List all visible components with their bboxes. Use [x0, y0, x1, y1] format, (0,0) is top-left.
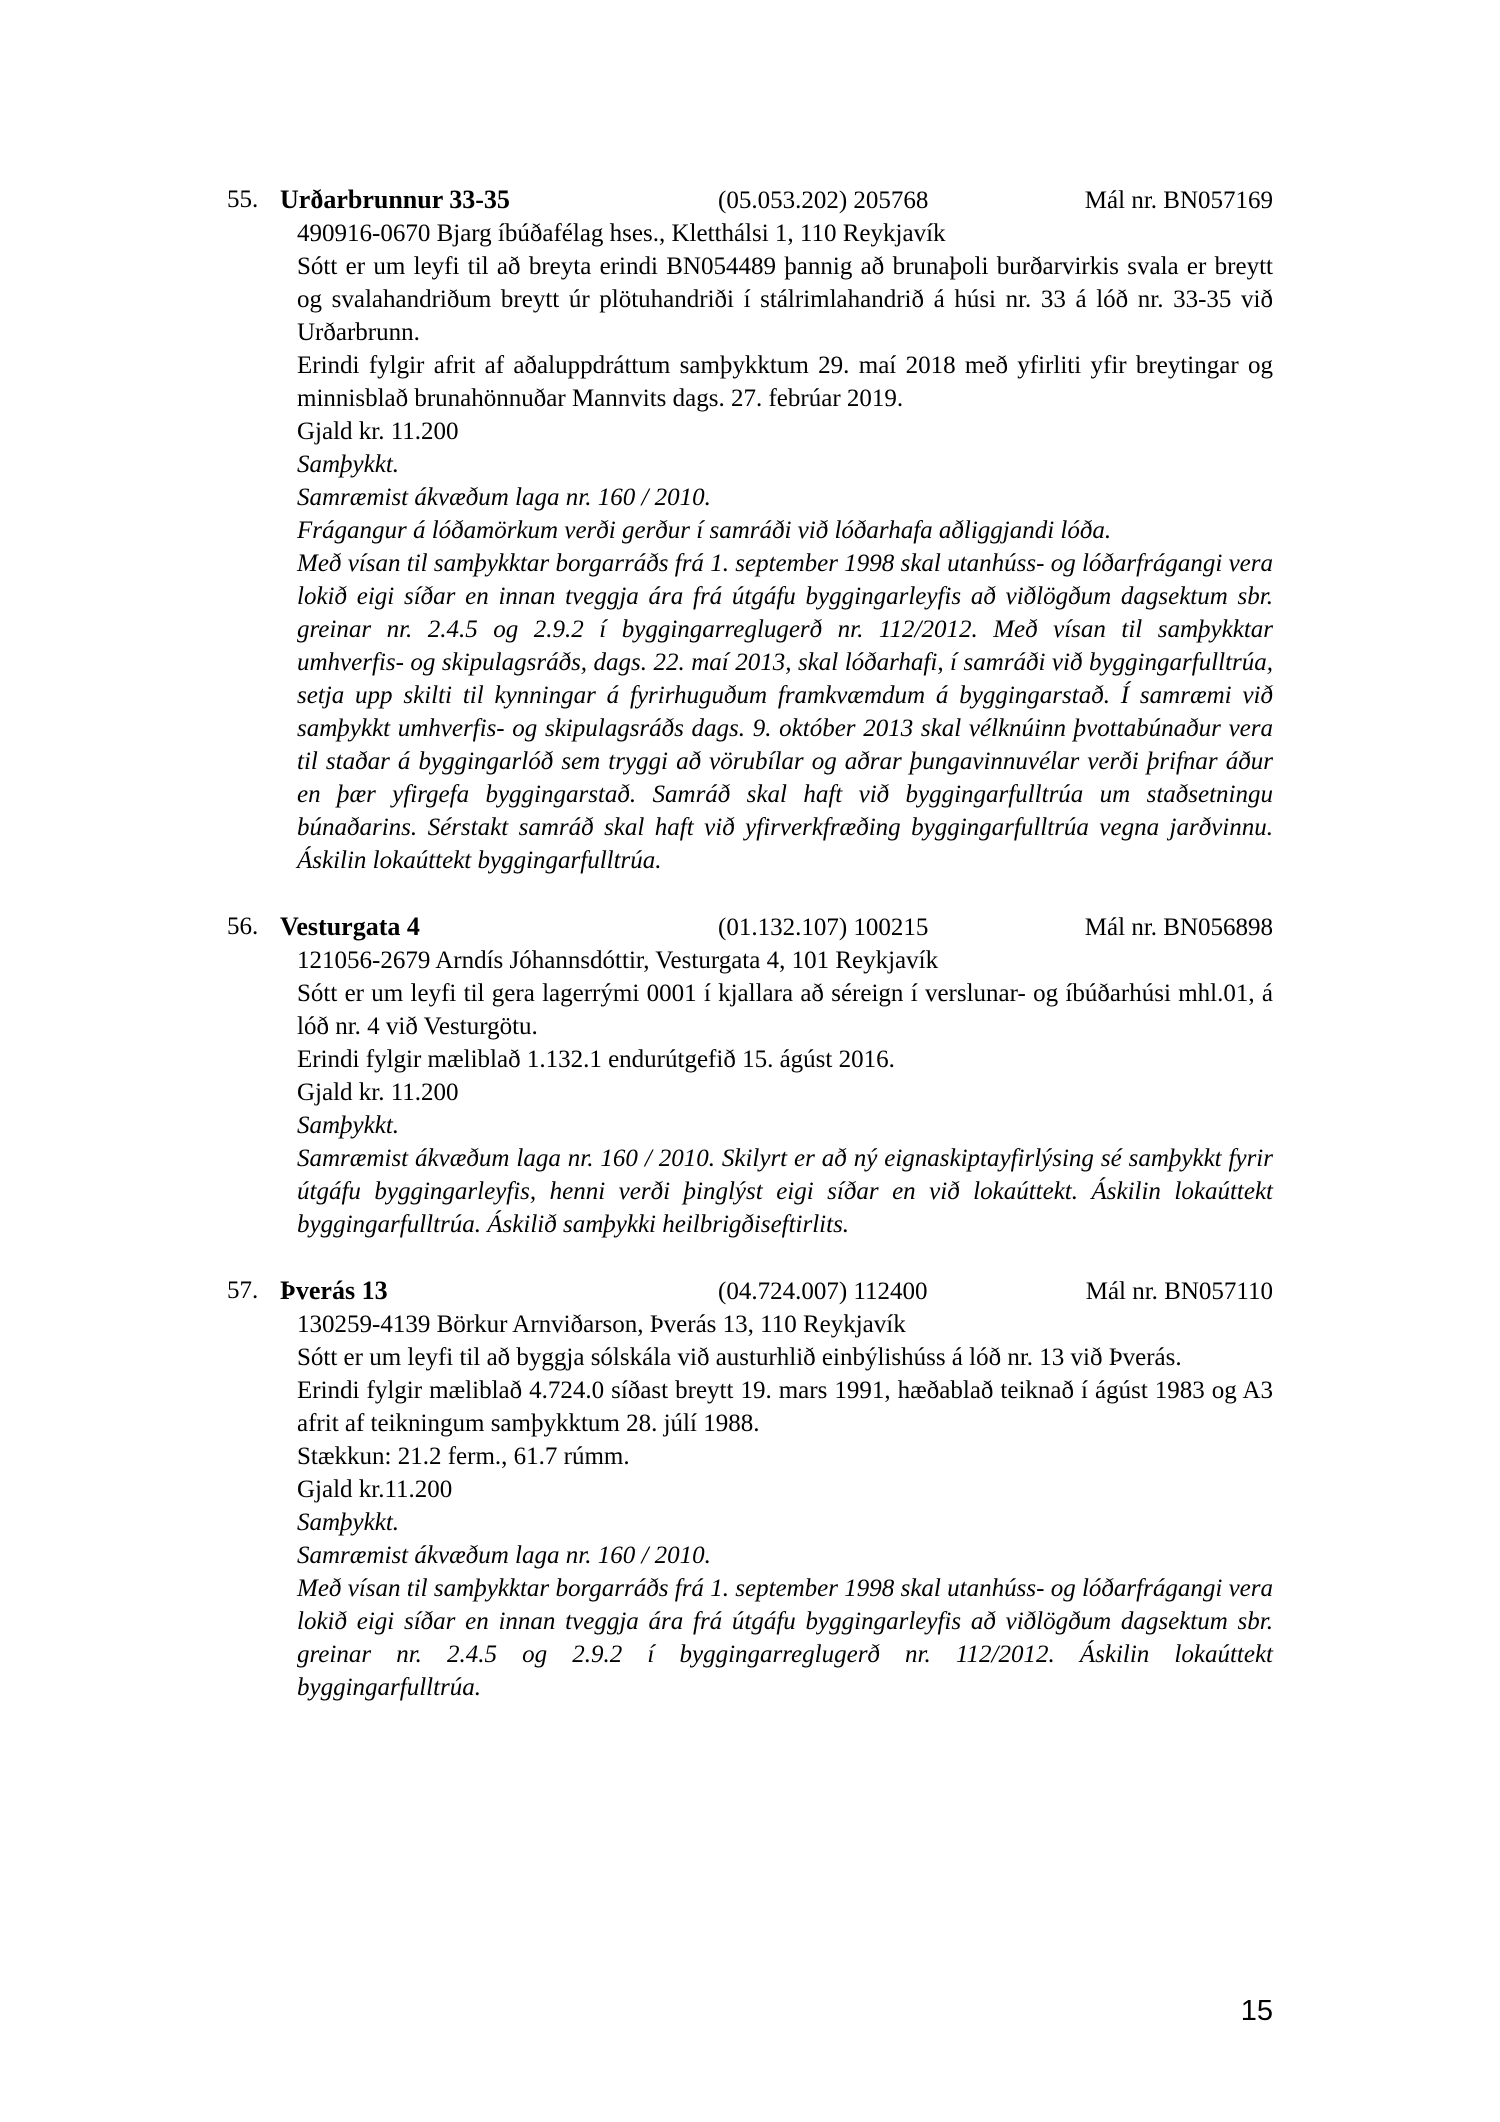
body-paragraph: Stækkun: 21.2 ferm., 61.7 rúmm. [297, 1443, 630, 1470]
resolution-paragraph: Samþykkt. [297, 1509, 400, 1536]
resolution-paragraph: Samþykkt. [297, 1112, 400, 1139]
item-case-number: Mál nr. BN057110 [1085, 1278, 1273, 1305]
agenda-item [227, 910, 1273, 1241]
applicant-address: 490916-0670 Bjarg íbúðafélag hses., Kletthálsi 1, 110 Reykjavík [297, 220, 946, 247]
body-paragraph: Sótt er um leyfi til að byggja sólskála við austurhlið einbýlishúss á lóð nr. 13 við Þverás. [297, 1344, 1182, 1371]
item-title: Þverás 13 [280, 1276, 388, 1305]
item-title: Urðarbrunnur 33-35 [280, 185, 510, 214]
item-header [280, 183, 1273, 217]
applicant-address: 121056-2679 Arndís Jóhannsdóttir, Vesturgata 4, 101 Reykjavík [297, 947, 939, 974]
agenda-item [227, 183, 1273, 877]
page-number: 15 [1240, 1995, 1273, 2027]
item-resolution [297, 1109, 1273, 1241]
body-paragraph: Erindi fylgir mæliblað 1.132.1 endurútgefið 15. ágúst 2016. [297, 1046, 895, 1073]
resolution-paragraph: Samræmist ákvæðum laga nr. 160 / 2010. [297, 1542, 711, 1569]
item-main [280, 183, 1273, 877]
resolution-paragraph: Samræmist ákvæðum laga nr. 160 / 2010. Skilyrt er að ný eignaskiptayfirlýsing sé samþykkt fyrir útgáfu byggingarleyfis, henni verði þinglýst eigi síðar en við lokaúttekt. Áskilin lokaúttekt byggingarfulltrúa. Áskilið samþykki heilbrigðiseftirlits. [297, 1145, 1273, 1238]
item-code: (01.132.107) 100215 [718, 914, 929, 941]
item-paragraphs [297, 1341, 1273, 1506]
item-number: 57. [227, 1277, 259, 1304]
item-code: (05.053.202) 205768 [718, 187, 929, 214]
body-paragraph: Sótt er um leyfi til að breyta erindi BN054489 þannig að brunaþoli burðarvirkis svala er breytt og svalahandriðum breytt úr plötuhandriði í stálrimlahandrið á húsi nr. 33 á lóð nr. 33-35 við Urðarbrunn. [297, 253, 1273, 346]
item-number: 56. [227, 913, 259, 940]
agenda-item [227, 1274, 1273, 1704]
item-title: Vesturgata 4 [280, 912, 420, 941]
item-number: 55. [227, 186, 259, 213]
body-paragraph: Erindi fylgir afrit af aðaluppdráttum samþykktum 29. maí 2018 með yfirliti yfir breytingar og minnisblað brunahönnuðar Mannvits dags. 27. febrúar 2019. [297, 352, 1273, 412]
item-case-number: Mál nr. BN056898 [1084, 914, 1273, 941]
item-main [280, 1274, 1273, 1704]
items-list [227, 183, 1273, 1704]
body-paragraph: Gjald kr. 11.200 [297, 1079, 459, 1106]
item-paragraphs [297, 250, 1273, 448]
resolution-paragraph: Samræmist ákvæðum laga nr. 160 / 2010. [297, 484, 711, 511]
item-paragraphs [297, 977, 1273, 1109]
resolution-paragraph: Samþykkt. [297, 451, 400, 478]
body-paragraph: Gjald kr.11.200 [297, 1476, 453, 1503]
resolution-paragraph: Frágangur á lóðamörkum verði gerður í samráði við lóðarhafa aðliggjandi lóða. [297, 517, 1112, 544]
resolution-paragraph: Með vísan til samþykktar borgarráðs frá 1. september 1998 skal utanhúss- og lóðarfrágangi vera lokið eigi síðar en innan tveggja ára frá útgáfu byggingarleyfis að viðlögðum dagsektum sbr. greinar nr. 2.4.5 og 2.9.2 í byggingarreglugerð nr. 112/2012. Áskilin lokaúttekt byggingarfulltrúa. [297, 1575, 1273, 1701]
item-header [280, 1274, 1273, 1308]
body-paragraph: Gjald kr. 11.200 [297, 418, 459, 445]
applicant-address: 130259-4139 Börkur Arnviðarson, Þverás 13, 110 Reykjavík [297, 1311, 906, 1338]
body-paragraph: Erindi fylgir mæliblað 4.724.0 síðast breytt 19. mars 1991, hæðablað teiknað í ágúst 1983 og A3 afrit af teikningum samþykktum 28. júlí 1988. [297, 1377, 1273, 1437]
item-resolution [297, 448, 1273, 877]
body-paragraph: Sótt er um leyfi til gera lagerrými 0001 í kjallara að séreign í verslunar- og íbúðarhúsi mhl.01, á lóð nr. 4 við Vesturgötu. [297, 980, 1273, 1040]
item-header [280, 910, 1273, 944]
item-resolution [297, 1506, 1273, 1704]
item-main [280, 910, 1273, 1241]
item-code: (04.724.007) 112400 [718, 1278, 928, 1305]
item-case-number: Mál nr. BN057169 [1084, 187, 1273, 214]
resolution-paragraph: Með vísan til samþykktar borgarráðs frá 1. september 1998 skal utanhúss- og lóðarfrágangi vera lokið eigi síðar en innan tveggja ára frá útgáfu byggingarleyfis að viðlögðum dagsektum sbr. greinar nr. 2.4.5 og 2.9.2 í byggingarreglugerð nr. 112/2012. Með vísan til samþykktar umhverfis- og skipulagsráðs, dags. 22. maí 2013, skal lóðarhafi, í samráði við byggingarfulltrúa, setja upp skilti til kynningar á fyrirhuguðum framkvæmdum á byggingarstað. Í samræmi við samþykkt umhverfis- og skipulagsráðs dags. 9. október 2013 skal vélknúinn þvottabúnaður vera til staðar á byggingarlóð sem tryggi að vörubílar og aðrar þungavinnuvélar verði þrifnar áður en þær yfirgefa byggingarstað. Samráð skal haft við byggingarfulltrúa um staðsetningu búnaðarins. Sérstakt samráð skal haft við yfirverkfræðing byggingarfulltrúa vegna jarðvinnu. Áskilin lokaúttekt byggingarfulltrúa. [297, 550, 1273, 874]
